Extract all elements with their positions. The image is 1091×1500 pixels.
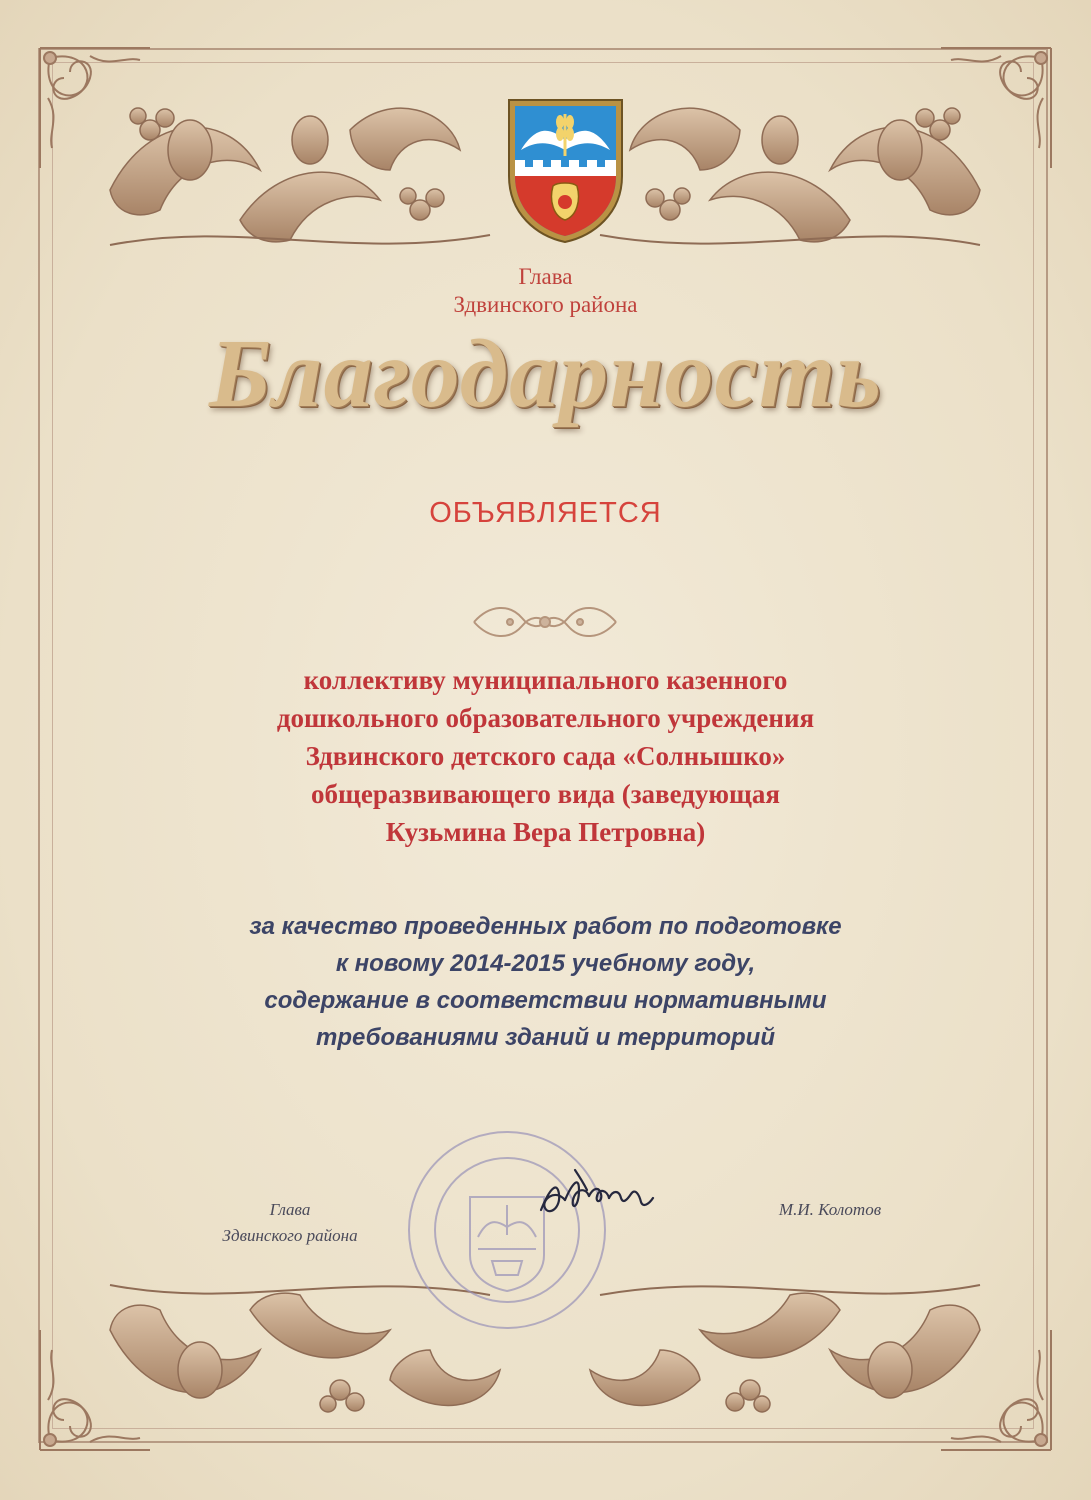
coat-of-arms-icon <box>503 96 628 246</box>
recipient-line-2: дошкольного образовательного учреждения <box>276 703 815 733</box>
signer-position-district: Здвинского района <box>222 1226 358 1245</box>
reason-line-3: содержание в соответствии нормативными <box>264 987 827 1014</box>
recipient-line-3: Здвинского детского сада «Солнышко» <box>305 741 786 771</box>
certificate-title: Благодарность <box>209 320 882 428</box>
reason-line-1: за качество проведенных работ по подготовке <box>249 913 842 940</box>
handwritten-signature-icon <box>535 1160 665 1240</box>
flourish-divider-icon <box>470 598 620 646</box>
issuer-title: Глава <box>518 264 573 289</box>
reason-line-4: требованиями зданий и территорий <box>316 1024 775 1051</box>
recipient-line-1: коллективу муниципального казенного <box>303 665 788 695</box>
signer-name: М.И. Колотов <box>778 1200 882 1219</box>
signer-position-title: Глава <box>269 1200 311 1219</box>
announce-word: ОБЪЯВЛЯЕТСЯ <box>429 497 662 529</box>
recipient-line-4: общеразвивающего вида (заведующая <box>311 779 780 809</box>
recipient-line-5: Кузьмина Вера Петровна) <box>385 817 706 847</box>
issuer-district: Здвинского района <box>453 292 638 317</box>
reason-line-2: к новому 2014-2015 учебному году, <box>335 950 756 977</box>
